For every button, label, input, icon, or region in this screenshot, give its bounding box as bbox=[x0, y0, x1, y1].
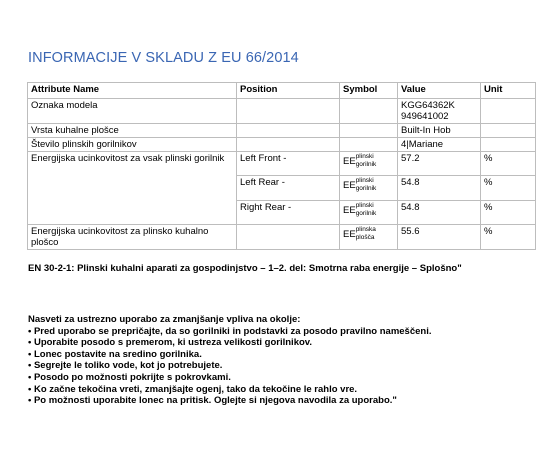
cell-position bbox=[237, 99, 340, 124]
cell-symbol bbox=[340, 152, 398, 176]
tip-item: • Uporabite posodo s premerom, ki ustreza velikosti gorilnikov. bbox=[28, 337, 312, 349]
cell-unit: % bbox=[481, 176, 536, 200]
cell-attr: Energijska ucinkovitost za plinsko kuhalno plošco bbox=[28, 225, 237, 250]
cell-unit bbox=[481, 124, 536, 138]
usage-tips bbox=[28, 314, 431, 407]
cell-position bbox=[237, 138, 340, 152]
cell-value: 4|Mariane bbox=[398, 138, 481, 152]
symbol-main: EE bbox=[343, 204, 356, 216]
cell-attr: Oznaka modela bbox=[28, 99, 237, 124]
cell-symbol bbox=[340, 176, 398, 200]
header-position: Position bbox=[237, 83, 340, 99]
cell-position: Right Rear - bbox=[237, 200, 340, 224]
header-symbol: Symbol bbox=[340, 83, 398, 99]
value-line: 949641002 bbox=[401, 111, 449, 122]
cell-attr: Vrsta kuhalne plošce bbox=[28, 124, 237, 138]
cell-unit bbox=[481, 99, 536, 124]
cell-value: 54.8 bbox=[398, 200, 481, 224]
standard-reference: EN 30-2-1: Plinski kuhalni aparati za gospodinjstvo – 1–2. del: Smotrna raba energije – Splošno" bbox=[28, 263, 462, 274]
header-attribute-name: Attribute Name bbox=[28, 83, 237, 99]
symbol-subscript: plinski gorilnik bbox=[355, 153, 377, 168]
symbol-main: EE bbox=[343, 229, 356, 240]
cell-symbol bbox=[340, 200, 398, 224]
cell-attr: Število plinskih gorilnikov bbox=[28, 138, 237, 152]
page-title: INFORMACIJE V SKLADU Z EU 66/2014 bbox=[28, 50, 299, 66]
tips-heading: Nasveti za ustrezno uporabo za zmanjšanje vpliva na okolje: bbox=[28, 314, 301, 325]
symbol-main: EE bbox=[343, 156, 356, 167]
symbol-subscript: plinski gorilnik bbox=[355, 201, 377, 217]
cell-value: 57.2 bbox=[398, 152, 481, 176]
tip-item: • Ko začne tekočina vreti, zmanjšajte ogenj, tako da tekočine le rahlo vre. bbox=[28, 383, 358, 395]
tip-item: • Po možnosti uporabite lonec na pritisk. Oglejte si njegova navodila za uporabo." bbox=[28, 395, 397, 407]
cell-value: Built-In Hob bbox=[398, 124, 481, 138]
table-row bbox=[28, 225, 536, 250]
header-value: Value bbox=[398, 83, 481, 99]
cell-value bbox=[398, 99, 481, 124]
cell-value: 54.8 bbox=[398, 176, 481, 200]
table-row bbox=[28, 99, 536, 124]
tip-item: • Lonec postavite na sredino gorilnika. bbox=[28, 348, 202, 360]
energy-info-table bbox=[27, 82, 536, 250]
cell-symbol bbox=[340, 124, 398, 138]
cell-symbol bbox=[340, 99, 398, 124]
symbol-subscript: plinska plošča bbox=[355, 226, 376, 241]
cell-position: Left Front - bbox=[237, 152, 340, 176]
cell-unit bbox=[481, 138, 536, 152]
table-row bbox=[28, 124, 536, 138]
cell-symbol bbox=[340, 138, 398, 152]
cell-value: 55.6 bbox=[398, 225, 481, 250]
table-row bbox=[28, 152, 536, 176]
cell-attr: Energijska ucinkovitost za vsak plinski gorilnik bbox=[28, 152, 237, 225]
cell-unit: % bbox=[481, 200, 536, 224]
symbol-subscript: plinski gorilnik bbox=[355, 177, 377, 193]
value-line: KGG64362K bbox=[401, 100, 455, 111]
cell-symbol bbox=[340, 225, 398, 250]
cell-position: Left Rear - bbox=[237, 176, 340, 200]
table-row bbox=[28, 138, 536, 152]
cell-position bbox=[237, 124, 340, 138]
tip-item: • Posodo po možnosti pokrijte s pokrovkami. bbox=[28, 371, 231, 383]
table-header-row bbox=[28, 83, 536, 99]
tip-item: • Segrejte le toliko vode, kot jo potrebujete. bbox=[28, 360, 223, 372]
symbol-main: EE bbox=[343, 180, 356, 192]
header-unit: Unit bbox=[481, 83, 536, 99]
cell-unit: % bbox=[481, 152, 536, 176]
cell-unit: % bbox=[481, 225, 536, 250]
cell-position bbox=[237, 225, 340, 250]
tip-item: • Pred uporabo se prepričajte, da so gorilniki in podstavki za posodo pravilno nameščeni. bbox=[28, 325, 432, 337]
